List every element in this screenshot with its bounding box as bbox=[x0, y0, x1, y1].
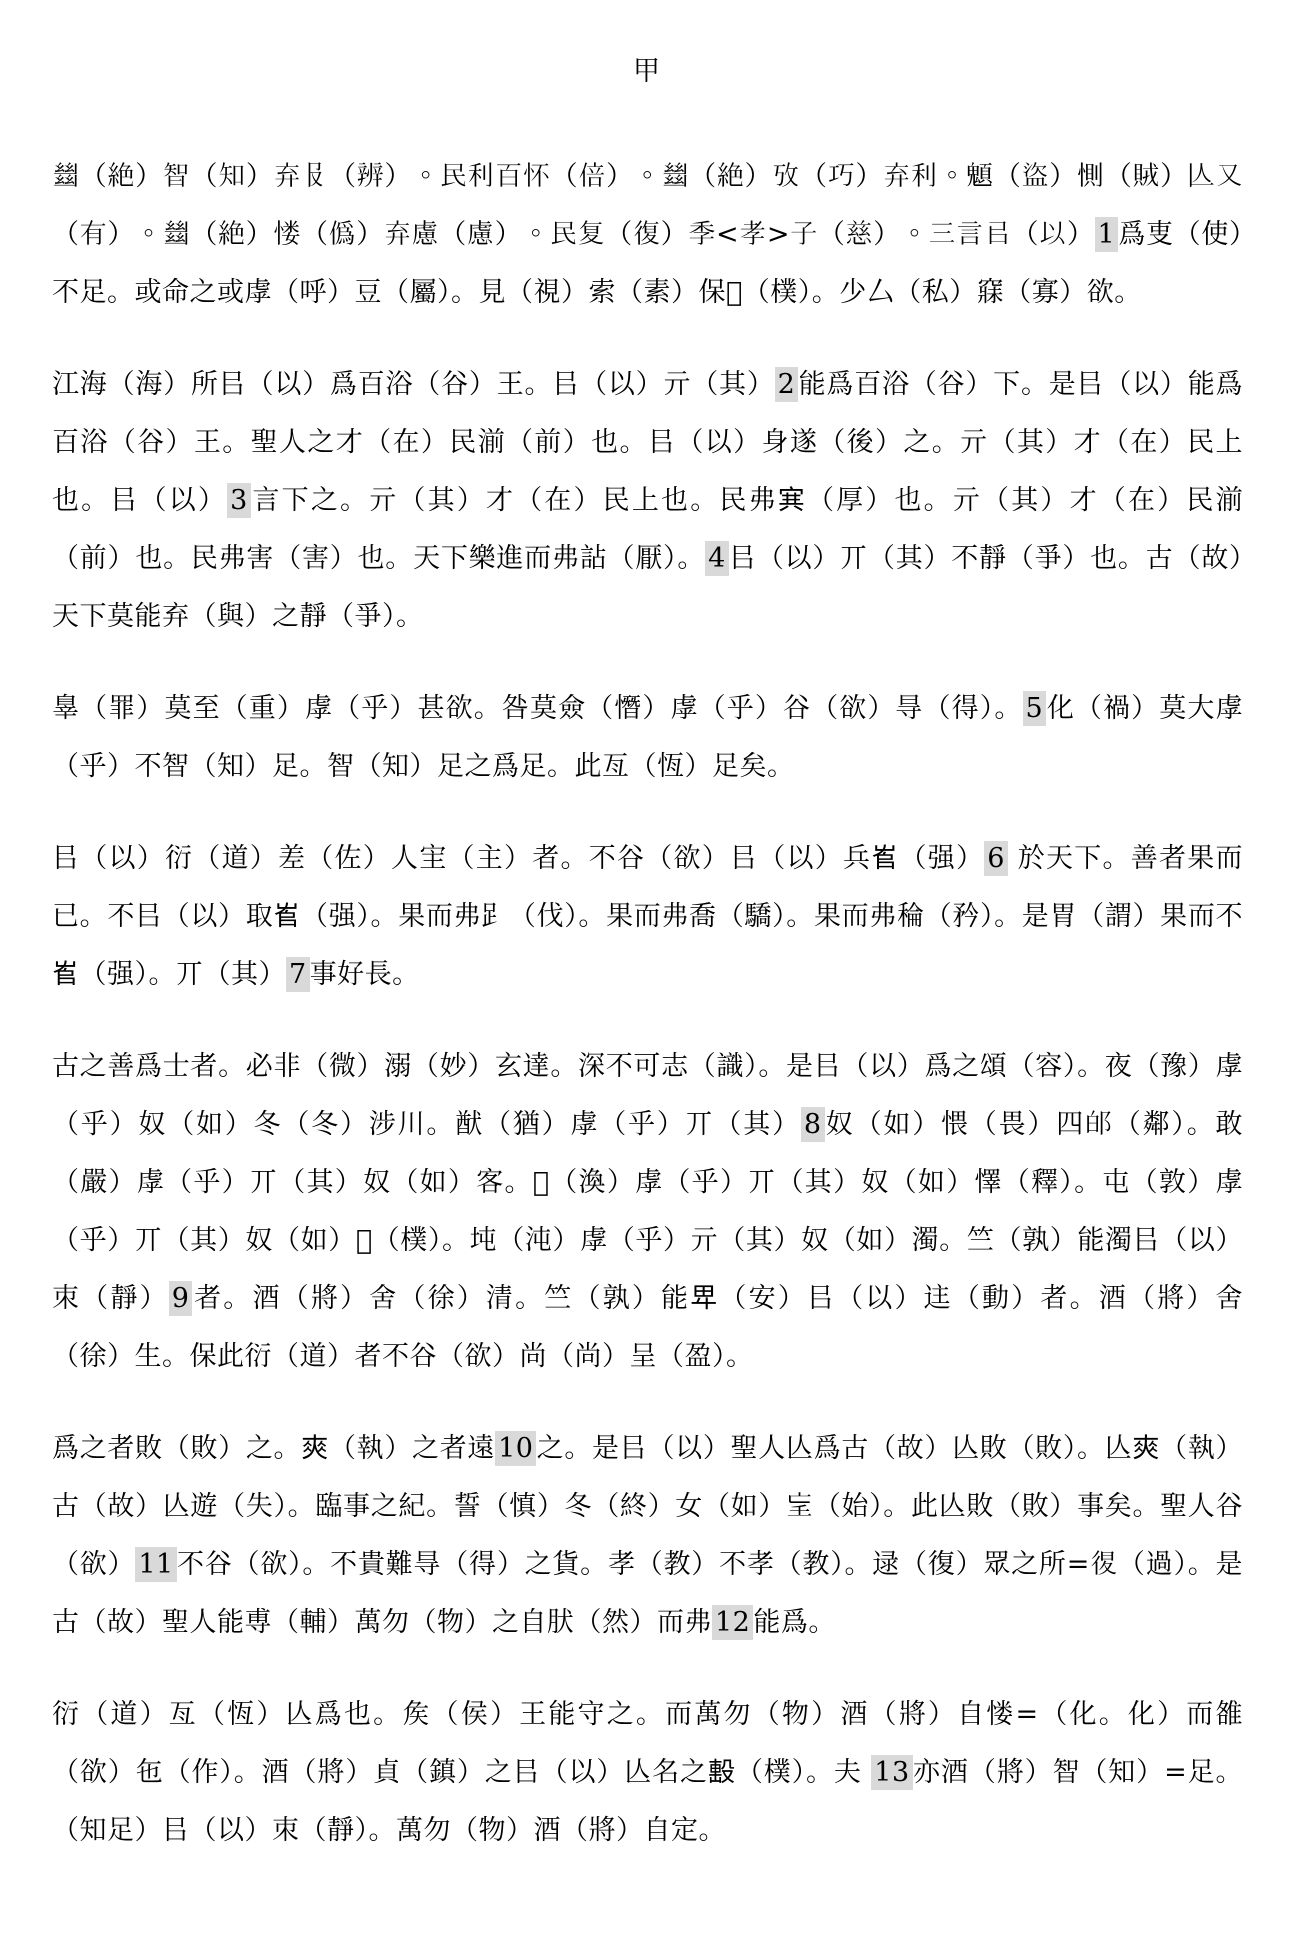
paragraph-3 bbox=[52, 680, 1243, 796]
paragraph-1 bbox=[52, 148, 1243, 322]
slip-number-marker: 11 bbox=[135, 1547, 176, 1582]
text-segment: 之。是㠯（以）聖人亾爲古（故）亾敗（敗）。亾𡙁（執）古（故）亾遊（失）。臨事之紀。誓（慎）冬（終）女（如）𡔞（始）。此亾敗（敗）事矣。聖人谷（欲） bbox=[52, 1433, 1244, 1580]
text-segment: 亦酒（將）智（知）=足。（知足）㠯（以）朿（靜）。萬勿（物）酒（將）自定。 bbox=[52, 1757, 1243, 1846]
text-segment: 不谷（欲）。不貴難㝵（得）之貨。孝（教）不孝（教）。逯（復）眾之所=𢓴（過）。是古（故）聖人能尃（輔）萬勿（物）之自肰（然）而弗 bbox=[52, 1549, 1244, 1638]
text-segment: 古之善爲士者。必非（微）溺（妙）玄達。深不可志（識）。是㠯（以）爲之頌（容）。夜（豫）虖（乎）奴（如）冬（冬）涉川。猷（猶）虖（乎）丌（其） bbox=[52, 1051, 1243, 1140]
text-segment: 事好長。 bbox=[309, 959, 420, 990]
document-body bbox=[52, 148, 1243, 1860]
text-segment: 衍（道）亙（恆）亾爲也。矦（侯）王能守之。而萬勿（物）酒（將）自㥪=（化。化）而雒（欲）㐌（作）。酒（將）貞（鎮）之㠯（以）亾名之𣪠（樸）。夫 bbox=[52, 1699, 1243, 1788]
text-segment: 爲叓（使）不足。或命之或虖（呼）豆（屬）。見（視）索（素）保𤕨（樸）。少厶（私）𥧌（寡）欲。 bbox=[52, 219, 1244, 308]
text-segment: 言下之。亓（其）才（在）民上也。民弗𡨄（厚）也。亓（其）才（在）民湔（前）也。民弗害（害）也。天下樂進而弗詀（厭）。 bbox=[52, 485, 1244, 574]
slip-number-marker: 1 bbox=[1095, 217, 1119, 252]
slip-number-marker: 8 bbox=[801, 1107, 825, 1142]
slip-number-marker: 4 bbox=[705, 541, 729, 576]
paragraph-5 bbox=[52, 1038, 1243, 1386]
paragraph-2 bbox=[52, 356, 1243, 646]
slip-number-marker: 3 bbox=[227, 483, 251, 518]
text-segment: 爲之者敗（敗）之。𡙁（執）之者遠 bbox=[52, 1433, 496, 1464]
page-title: 甲 bbox=[633, 56, 662, 87]
text-segment: 江海（海）所㠯（以）爲百浴（谷）王。㠯（以）亓（其） bbox=[52, 369, 775, 400]
text-segment: 㠯（以）衍（道）差（佐）人宔（主）者。不谷（欲）㠯（以）兵𡴎（强） bbox=[52, 843, 985, 874]
text-segment: 辠（罪）莫至（重）虖（乎）甚欲。咎莫僉（憯）虖（乎）谷（欲）㝵（得）。 bbox=[52, 693, 1023, 724]
text-segment: 能爲百浴（谷）下。是㠯（以）能爲百浴（谷）王。聖人之才（在）民湔（前）也。㠯（以）身遂（後）之。亓（其）才（在）民上也。㠯（以） bbox=[52, 369, 1244, 516]
paragraph-7 bbox=[52, 1686, 1243, 1860]
paragraph-4 bbox=[52, 830, 1243, 1004]
paragraph-6 bbox=[52, 1420, 1243, 1652]
text-segment: 能爲。 bbox=[753, 1607, 836, 1638]
text-segment: 𢇍（絶）智（知）弃𠬝（辨）。民利百怀（倍）。𢇍（絶）攷（巧）弃利。䫥（盜）惻（賊）亾又（有）。𢇍（絶）㥪（僞）弃慮（慮）。民复（復）季<孝>子（慈）。三言㠯（以） bbox=[52, 161, 1243, 250]
text-segment: 於天下。善者果而已。不㠯（以）取𡴎（强）。果而弗𧾷（伐）。果而弗喬（驕）。果而弗稐（矜）。是胃（謂）果而不𡴎（强）。丌（其） bbox=[52, 843, 1243, 990]
slip-number-marker: 6 bbox=[984, 841, 1008, 876]
slip-number-marker: 5 bbox=[1023, 691, 1047, 726]
slip-number-marker: 13 bbox=[871, 1755, 912, 1790]
text-segment: 奴（如）愄（畏）四𨚮（鄰）。敢（嚴）虖（乎）丌（其）奴（如）客。𧡃（渙）虖（乎）丌（其）奴（如）懌（釋）。屯（敦）虖（乎）丌（其）奴（如）𣙞（樸）。坉（沌）虖（乎）亓（其）奴（如）濁。竺（孰）能濁㠯（以）朿（靜） bbox=[52, 1109, 1244, 1314]
text-segment: 者。酒（將）舍（徐）清。竺（孰）能𤰞（安）㠯（以）迬（動）者。酒（將）舍（徐）生。保此衍（道）者不谷（欲）尚（尚）呈（盈）。 bbox=[52, 1283, 1244, 1372]
slip-number-marker: 9 bbox=[169, 1281, 193, 1316]
text-segment: 化（禍）莫大虖（乎）不智（知）足。智（知）足之爲足。此亙（恆）足矣。 bbox=[52, 693, 1244, 782]
slip-number-marker: 12 bbox=[712, 1605, 753, 1640]
text-segment: 㠯（以）丌（其）不靜（爭）也。古（故）天下莫能弃（與）之靜（爭）。 bbox=[52, 543, 1243, 632]
slip-number-marker: 10 bbox=[495, 1431, 536, 1466]
slip-number-marker: 7 bbox=[286, 957, 310, 992]
slip-number-marker: 2 bbox=[775, 367, 799, 402]
